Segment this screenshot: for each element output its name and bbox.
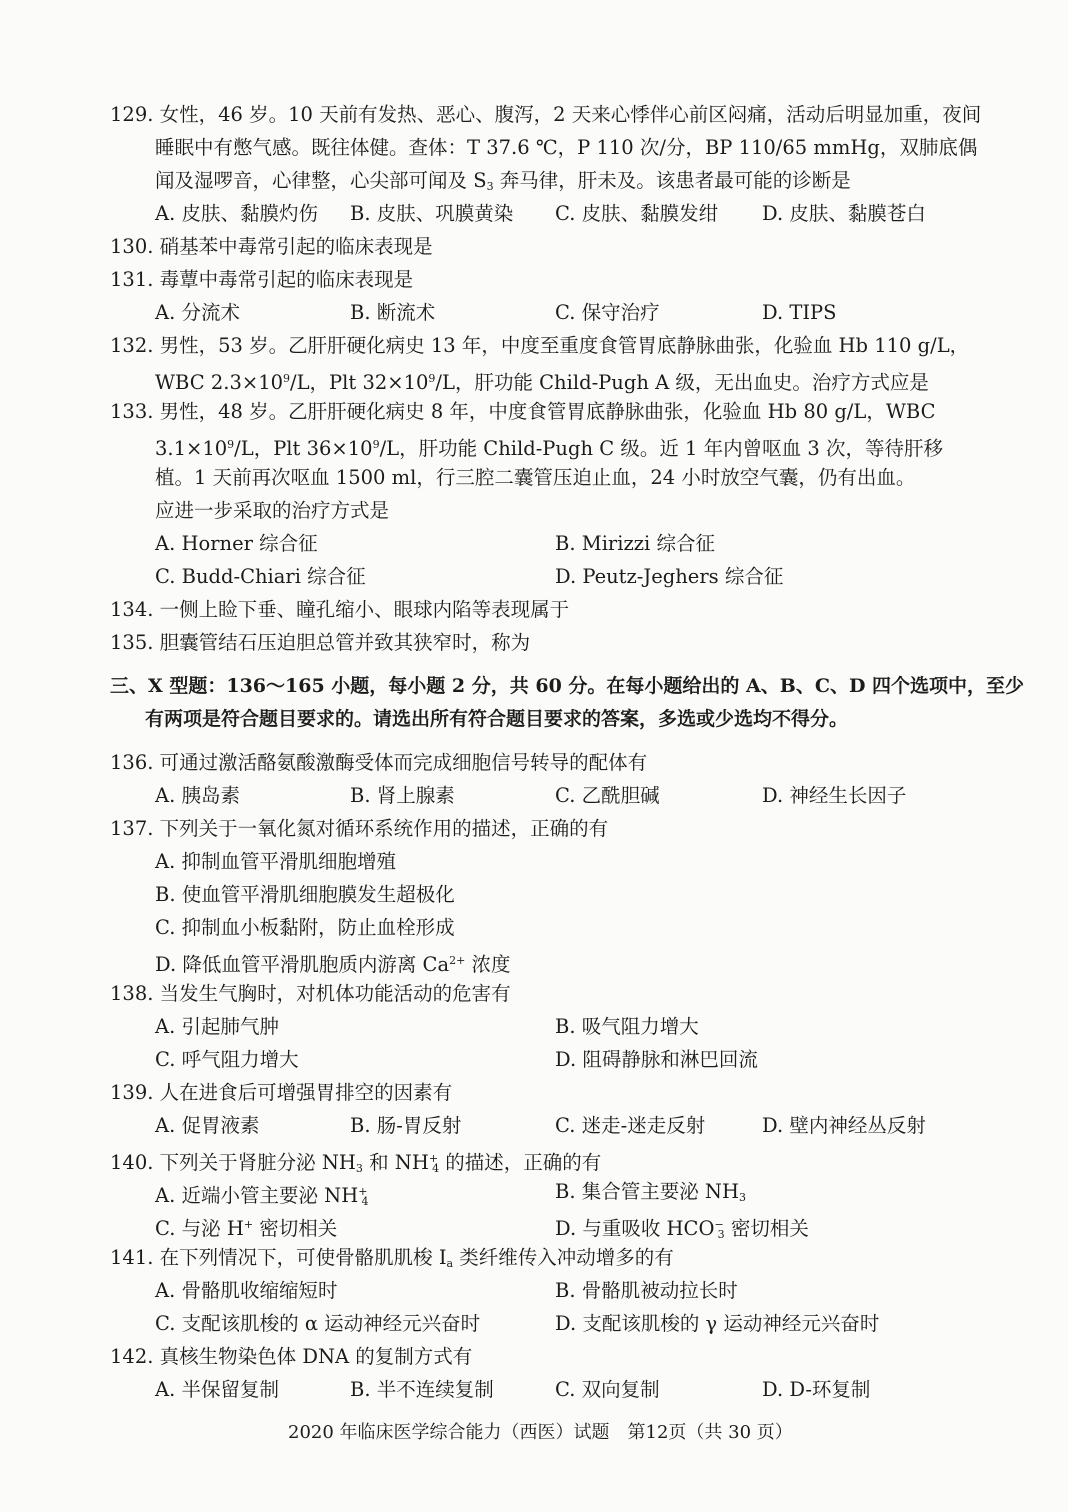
option-a-138: A. 引起肺气肿 xyxy=(155,1015,279,1038)
option-a-136: A. 胰岛素 xyxy=(155,784,240,807)
option-c-136: C. 乙酰胆碱 xyxy=(555,784,660,807)
option-b-138: B. 吸气阻力增大 xyxy=(555,1015,699,1038)
option-d-137: D. 降低血管平滑肌胞质内游离 $Ca^{2+}$ 浓度 xyxy=(155,953,511,976)
question-140: 140. 下列关于肾脏分泌 $NH_3$ 和 $NH^+_4$ 的描述，正确的有 xyxy=(110,1151,602,1175)
option-a-137: A. 抑制血管平滑肌细胞增殖 xyxy=(155,850,396,873)
option-b-141: B. 骨骼肌被动拉长时 xyxy=(555,1279,738,1302)
option-c-141: C. 支配该肌梭的 α 运动神经元兴奋时 xyxy=(155,1312,481,1335)
option-a-141: A. 骨骼肌收缩缩短时 xyxy=(155,1279,338,1302)
question-133-line-1: 133. 男性，48 岁。乙肝肝硬化病史 8 年，中度食管胃底静脉曲张，化验血 Hb 80 g/L，WBC xyxy=(110,400,936,423)
option-c-142: C. 双向复制 xyxy=(555,1378,660,1401)
question-130: 130. 硝基苯中毒常引起的临床表现是 xyxy=(110,235,433,258)
option-b-136: B. 肾上腺素 xyxy=(350,784,455,807)
question-129-line-3: 闻及湿啰音，心律整，心尖部可闻及 $S_3$ 奔马律，肝未及。该患者最可能的诊断是 xyxy=(155,169,851,193)
option-c-134-135: C. Budd-Chiari 综合征 xyxy=(155,565,366,588)
option-c-137: C. 抑制血小板黏附，防止血栓形成 xyxy=(155,916,455,939)
question-142: 142. 真核生物染色体 DNA 的复制方式有 xyxy=(110,1345,473,1368)
option-b-134-135: B. Mirizzi 综合征 xyxy=(555,532,715,555)
option-d-134-135: D. Peutz-Jeghers 综合征 xyxy=(555,565,784,588)
option-d-138: D. 阻碍静脉和淋巴回流 xyxy=(555,1048,758,1071)
question-141: 141. 在下列情况下，可使骨骼肌肌梭 $Ⅰ_a$ 类纤维传入冲动增多的有 xyxy=(110,1246,674,1270)
section-3-instructions-line-2: 有两项是符合题目要求的。请选出所有符合题目要求的答案，多选或少选均不得分。 xyxy=(145,708,849,730)
question-129-line-1: 129. 女性，46 岁。10 天前有发热、恶心、腹泻，2 天来心悸伴心前区闷痛，活动后明显加重，夜间 xyxy=(110,103,982,126)
question-133-line-4: 应进一步采取的治疗方式是 xyxy=(155,499,390,522)
option-a-139: A. 促胃液素 xyxy=(155,1114,260,1137)
question-129-line-2: 睡眠中有憋气感。既往体健。查体：T 37.6 ℃，P 110 次/分，BP 110/65 mmHg，双肺底偶 xyxy=(155,136,978,159)
option-d-140: D. 与重吸收 $HCO^-_3$ 密切相关 xyxy=(555,1217,809,1241)
section-3-instructions-line-1: 三、X 型题：136～165 小题，每小题 2 分，共 60 分。在每小题给出的 A、B、C、D 四个选项中，至少 xyxy=(110,675,1025,697)
option-b-132-133: B. 断流术 xyxy=(350,301,436,324)
page-footer: 2020 年临床医学综合能力（西医）试题 第12页（共 30 页） xyxy=(288,1422,793,1443)
option-c-139: C. 迷走-迷走反射 xyxy=(555,1114,706,1137)
option-d-129-131: D. 皮肤、黏膜苍白 xyxy=(762,202,926,225)
option-b-137: B. 使血管平滑肌细胞膜发生超极化 xyxy=(155,883,455,906)
option-a-140: A. 近端小管主要泌 $NH^+_4$ xyxy=(155,1184,369,1208)
question-138: 138. 当发生气胸时，对机体功能活动的危害有 xyxy=(110,982,511,1005)
option-a-132-133: A. 分流术 xyxy=(155,301,240,324)
option-d-132-133: D. TIPS xyxy=(762,301,837,324)
option-c-138: C. 呼气阻力增大 xyxy=(155,1048,299,1071)
question-134: 134. 一侧上睑下垂、瞳孔缩小、眼球内陷等表现属于 xyxy=(110,598,570,621)
option-b-140: B. 集合管主要泌 $NH_3$ xyxy=(555,1180,746,1204)
question-131: 131. 毒蕈中毒常引起的临床表现是 xyxy=(110,268,414,291)
option-a-134-135: A. Horner 综合征 xyxy=(155,532,318,555)
option-b-142: B. 半不连续复制 xyxy=(350,1378,494,1401)
option-a-129-131: A. 皮肤、黏膜灼伤 xyxy=(155,202,318,225)
question-139: 139. 人在进食后可增强胃排空的因素有 xyxy=(110,1081,453,1104)
option-c-129-131: C. 皮肤、黏膜发绀 xyxy=(555,202,719,225)
question-135: 135. 胆囊管结石压迫胆总管并致其狭窄时，称为 xyxy=(110,631,531,654)
option-c-140: C. 与泌 H+ 密切相关 xyxy=(155,1217,338,1240)
question-132-line-1: 132. 男性，53 岁。乙肝肝硬化病史 13 年，中度至重度食管胃底静脉曲张，化验血 Hb 110 g/L， xyxy=(110,334,970,357)
question-133-line-2: $3.1\times 10^9/L$，Plt $36\times 10^9/L$，肝功能 Child-Pugh C 级。近 1 年内曾呕血 3 次，等待肝移 xyxy=(155,437,943,460)
option-a-142: A. 半保留复制 xyxy=(155,1378,279,1401)
question-137: 137. 下列关于一氧化氮对循环系统作用的描述，正确的有 xyxy=(110,817,609,840)
question-136: 136. 可通过激活酪氨酸激酶受体而完成细胞信号转导的配体有 xyxy=(110,751,648,774)
question-133-line-3: 植。1 天前再次呕血 1500 ml，行三腔二囊管压迫止血，24 小时放空气囊，仍有出血。 xyxy=(155,466,916,489)
option-b-129-131: B. 皮肤、巩膜黄染 xyxy=(350,202,514,225)
option-d-141: D. 支配该肌梭的 γ 运动神经元兴奋时 xyxy=(555,1312,880,1335)
option-c-132-133: C. 保守治疗 xyxy=(555,301,660,324)
option-d-142: D. D-环复制 xyxy=(762,1378,871,1401)
option-d-139: D. 壁内神经丛反射 xyxy=(762,1114,926,1137)
option-d-136: D. 神经生长因子 xyxy=(762,784,907,807)
option-b-139: B. 肠-胃反射 xyxy=(350,1114,462,1137)
question-132-line-2: WBC $2.3\times 10^9/L$，Plt $32\times 10^9/L$，肝功能 Child-Pugh A 级，无出血史。治疗方式应是 xyxy=(155,371,929,394)
